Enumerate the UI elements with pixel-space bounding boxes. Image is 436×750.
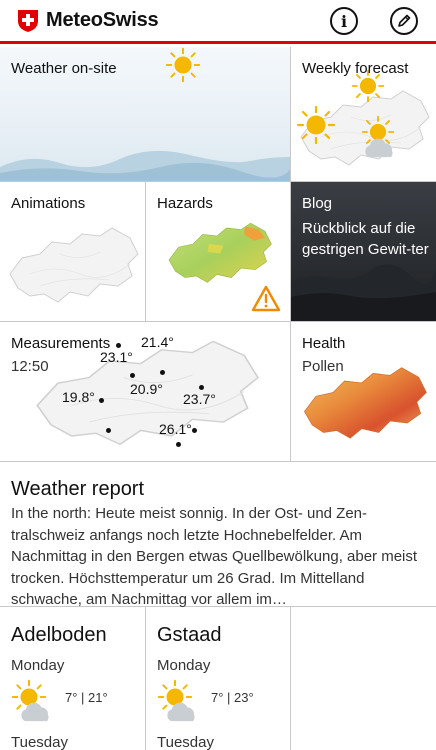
temperature-reading: 23.1° bbox=[100, 349, 133, 365]
tile-title: Animations bbox=[11, 195, 86, 212]
tile-title: Blog bbox=[302, 195, 333, 212]
tile-measurements[interactable] bbox=[0, 322, 290, 461]
hazard-map bbox=[150, 212, 288, 292]
station-dot bbox=[160, 370, 165, 375]
divider bbox=[290, 47, 291, 461]
temperature-reading: 21.4° bbox=[141, 334, 174, 350]
sun-behind-cloud-icon bbox=[361, 115, 401, 159]
divider bbox=[0, 321, 436, 322]
station-dot bbox=[116, 343, 121, 348]
tile-health[interactable] bbox=[291, 322, 436, 461]
info-button[interactable] bbox=[330, 7, 358, 35]
tile-title: Weekly forecast bbox=[302, 60, 409, 77]
temperature-reading: 26.1° bbox=[159, 421, 192, 437]
edit-button[interactable] bbox=[390, 7, 418, 35]
temperature-reading: 23.7° bbox=[183, 391, 216, 407]
temperature-reading: 20.9° bbox=[130, 381, 163, 397]
tile-title: Measurements bbox=[11, 335, 111, 352]
sun-icon bbox=[165, 47, 201, 83]
station-dot bbox=[99, 398, 104, 403]
tile-hazards[interactable] bbox=[146, 182, 290, 321]
forecast-day: Monday bbox=[157, 657, 211, 674]
switzerland-map bbox=[0, 214, 145, 314]
location-card-gstaad[interactable] bbox=[146, 607, 291, 750]
tile-weekly-forecast[interactable] bbox=[291, 47, 436, 181]
tile-blog[interactable] bbox=[291, 182, 436, 321]
app-header bbox=[0, 0, 436, 44]
weather-report-text: In the north: Heute meist sonnig. In der Ost- und Zen-tralschweiz anfangs noch letzte Hochnebelfelder. Am Nachmittag in den Bergen etwas Quellbewölkung, aber meist trocken. Höchsttemperatur um 26 Grad. Im Mittelland schwache, am Nachmittag vor allem im… bbox=[11, 505, 418, 609]
forecast-day: Monday bbox=[11, 657, 65, 674]
station-dot bbox=[130, 373, 135, 378]
location-card-adelboden[interactable] bbox=[0, 607, 145, 750]
measurement-time: 12:50 bbox=[11, 358, 49, 375]
swiss-shield-logo bbox=[17, 9, 39, 33]
tile-title: Hazards bbox=[157, 195, 213, 212]
tile-weather-onsite[interactable] bbox=[0, 47, 290, 181]
info-icon: i bbox=[340, 11, 348, 31]
tile-subtitle: Pollen bbox=[302, 358, 344, 375]
divider bbox=[145, 182, 146, 321]
temperature-reading: 19.8° bbox=[62, 389, 95, 405]
sun-behind-cloud-icon bbox=[11, 679, 57, 725]
blog-headline: Rückblick auf die gestrigen Gewit-ter bbox=[302, 220, 429, 258]
forecast-day-next: Tuesday bbox=[11, 734, 68, 750]
tile-title: Weather on-site bbox=[11, 60, 117, 77]
station-dot bbox=[106, 428, 111, 433]
weather-report-card[interactable] bbox=[0, 462, 436, 609]
pencil-icon bbox=[396, 13, 412, 29]
station-dot bbox=[199, 385, 204, 390]
sun-icon bbox=[296, 105, 336, 145]
weather-report-title: Weather report bbox=[11, 478, 145, 500]
warning-triangle-icon bbox=[251, 285, 281, 312]
app-title: MeteoSwiss bbox=[46, 9, 159, 31]
tile-title: Health bbox=[302, 335, 346, 352]
location-name: Adelboden bbox=[11, 624, 107, 646]
forecast-day-next: Tuesday bbox=[157, 734, 214, 750]
location-name: Gstaad bbox=[157, 624, 222, 646]
mountains-illustration bbox=[0, 137, 290, 181]
divider bbox=[0, 181, 436, 182]
station-dot bbox=[192, 428, 197, 433]
temperature-range: 7° | 21° bbox=[65, 690, 108, 705]
sun-behind-cloud-icon bbox=[157, 679, 203, 725]
station-dot bbox=[176, 442, 181, 447]
temperature-range: 7° | 23° bbox=[211, 690, 254, 705]
tile-animations[interactable] bbox=[0, 182, 145, 321]
